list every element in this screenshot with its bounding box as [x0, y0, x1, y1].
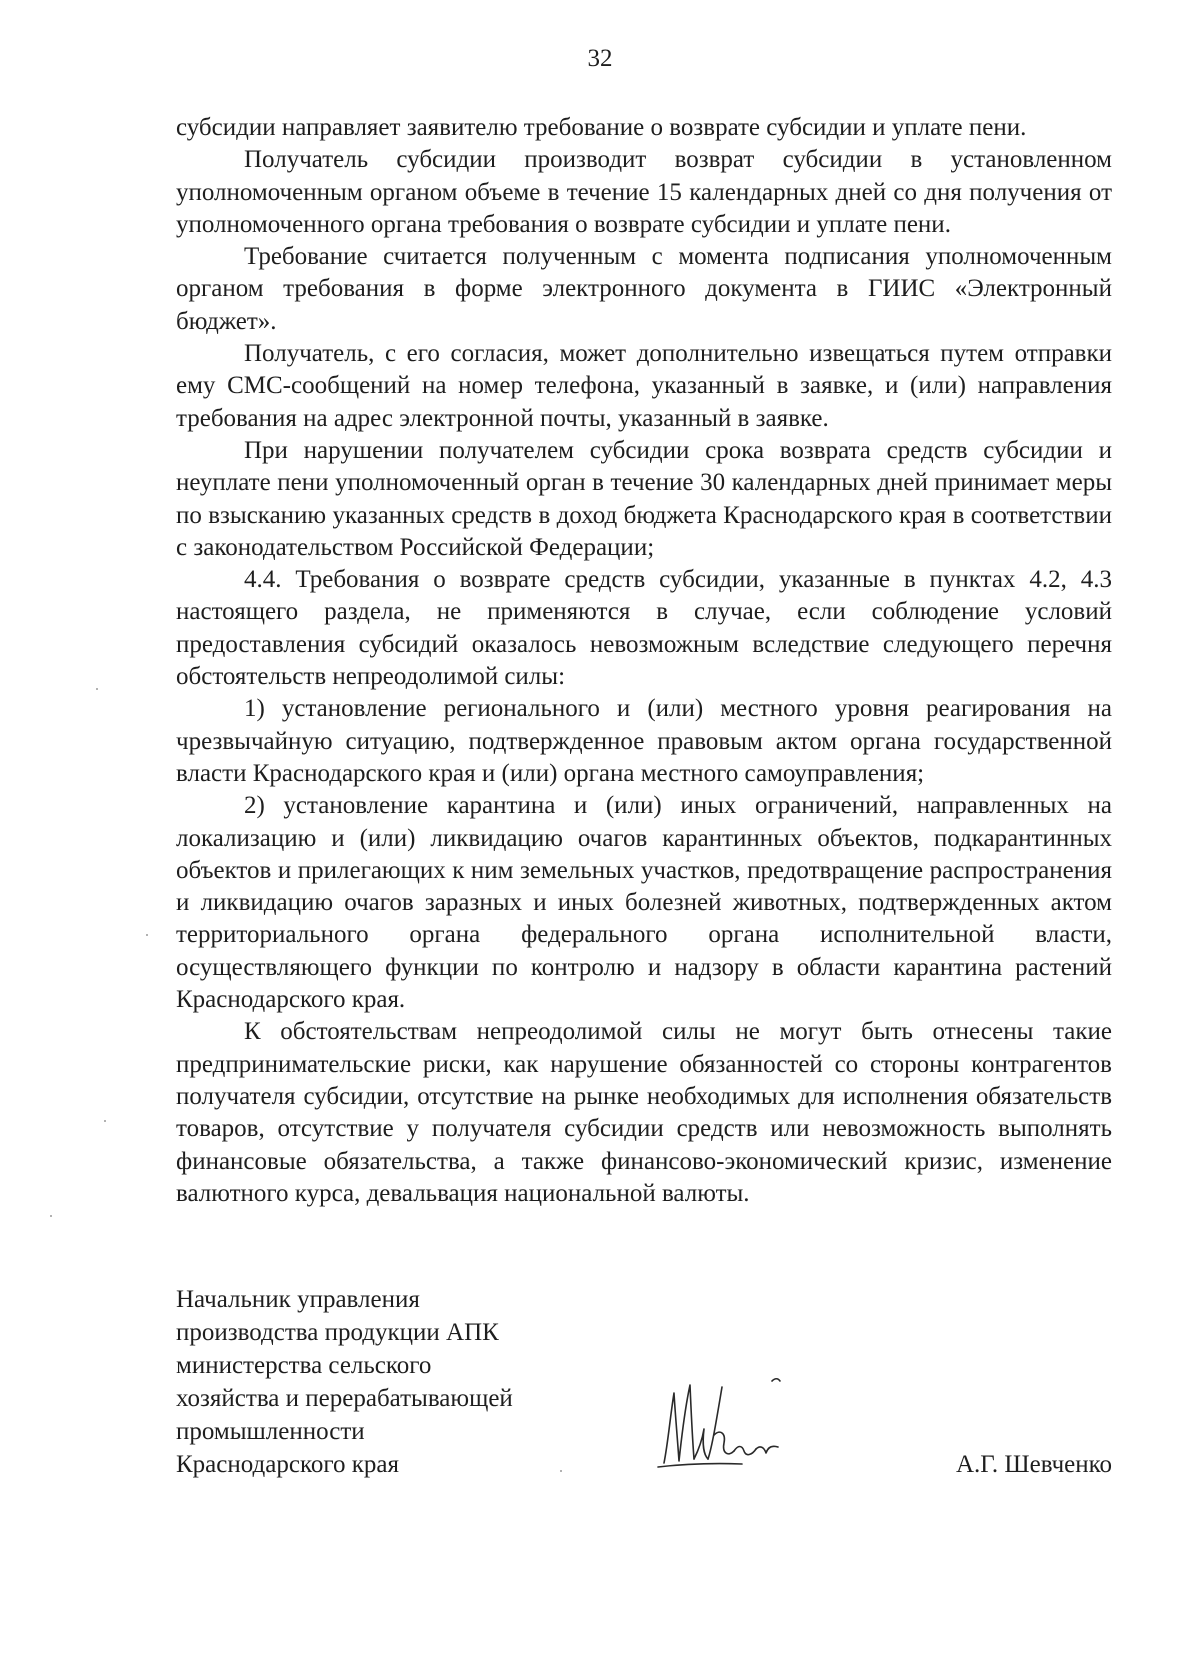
signatory-position-line: хозяйства и перерабатывающей — [176, 1385, 513, 1412]
paragraph-force-majeure-exclusions: К обстоятельствам непреодолимой силы не могут быть отнесены такие предпринимательские риски, как нарушение обязанностей со стороны контрагентов получателя субсидии, отсутствие на рынке необходимых для исполнения обязательств товаров, отсутствие у получателя субсидии средств или невозможность выполнять финансовые обязательства, а также финансово-экономический кризис, изменение валютного курса, девальвация национальной валюты. — [176, 1018, 1112, 1207]
signatory-position-line: Начальник управления — [176, 1286, 420, 1313]
handwritten-signature — [644, 1363, 794, 1473]
signatory-position-line: Краснодарского края — [176, 1451, 399, 1478]
list-item-1: 1) установление регионального и (или) местного уровня реагирования на чрезвычайную ситуацию, подтвержденное правовым актом органа государственной власти Краснодарского края и (или) органа местного самоуправления; — [176, 695, 1112, 787]
list-item-2: 2) установление карантина и (или) иных ограничений, направленных на локализацию и (или) ликвидацию очагов карантинных объектов, подкарантинных объектов и прилегающих к ним земельных участков, предотвращение распространения и ликвидацию очагов заразных и иных болезней животных, подтвержденных актом территориального органа федерального органа исполнительной власти, осуществляющего функции по контролю и надзору в области карантина растений Краснодарского края. — [176, 792, 1112, 1014]
signatory-position — [176, 1283, 513, 1481]
document-body — [176, 112, 1112, 1210]
signatory-name: А.Г. Шевченко — [955, 1451, 1112, 1478]
scan-speck — [104, 1120, 106, 1122]
paragraph-requirement-received: Требование считается полученным с момента подписания уполномоченным органом требования в форме электронного документа в ГИИС «Электронный бюджет». — [176, 243, 1112, 335]
signatory-position-line: министерства сельского — [176, 1352, 432, 1379]
page-number: 32 — [587, 45, 613, 72]
signature-block — [176, 1283, 1112, 1513]
scan-speck — [50, 1215, 52, 1217]
paragraph-section-4-4: 4.4. Требования о возврате средств субсидии, указанные в пунктах 4.2, 4.3 настоящего раздела, не применяются в случае, если соблюдение условий предоставления субсидий оказалось невозможным вследствие следующего перечня обстоятельств непреодолимой силы: — [176, 566, 1112, 691]
scan-speck — [560, 1470, 562, 1472]
signatory-position-line: производства продукции АПК — [176, 1319, 499, 1346]
paragraph-sms-notice: Получатель, с его согласия, может дополнительно извещаться путем отправки ему СМС-сообщений на номер телефона, указанный в заявке, и (или) направления требования на адрес электронной почты, указанный в заявке. — [176, 340, 1112, 432]
paragraph-continuation: субсидии направляет заявителю требование о возврате субсидии и уплате пени. — [176, 114, 1027, 141]
paragraph-return-term: Получатель субсидии производит возврат субсидии в установленном уполномоченным органом объеме в течение 15 календарных дней со дня получения от уполномоченного органа требования о возврате субсидии и уплате пени. — [176, 146, 1112, 238]
signatory-position-line: промышленности — [176, 1418, 365, 1445]
scan-speck — [96, 688, 98, 690]
scan-speck — [146, 934, 148, 936]
paragraph-violation-measures: При нарушении получателем субсидии срока возврата средств субсидии и неуплате пени уполномоченный орган в течение 30 календарных дней принимает меры по взысканию указанных средств в доход бюджета Краснодарского края в соответствии с законодательством Российской Федерации; — [176, 436, 1112, 561]
